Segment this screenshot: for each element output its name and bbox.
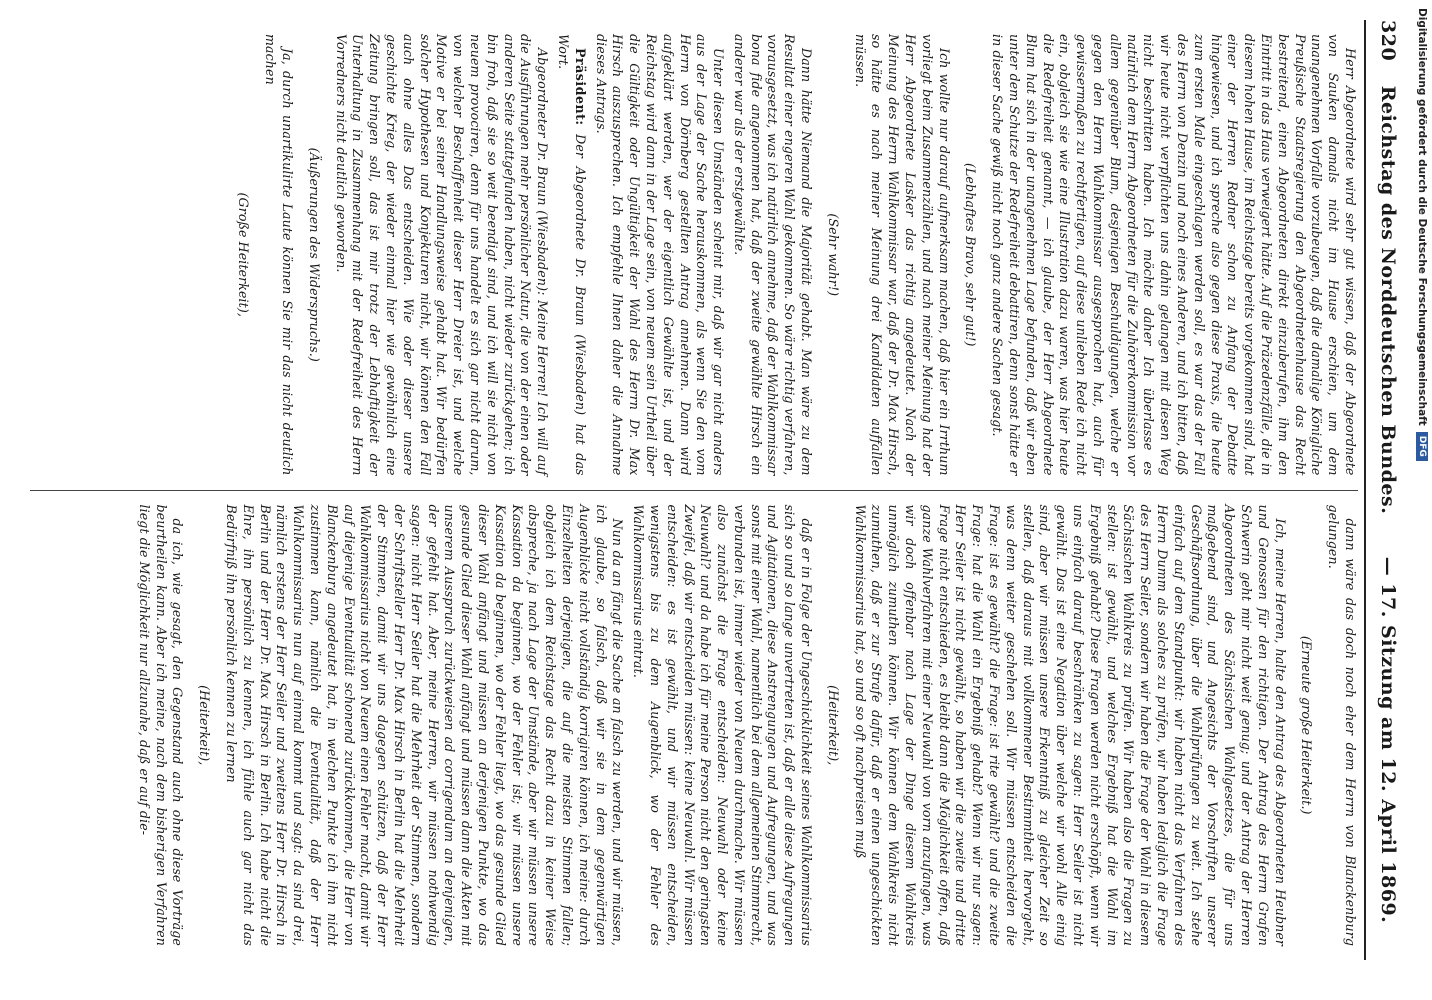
paragraph: da ich, wie gesagt, den Gegenstand auch ohne diese Vorträge beurtheilen kann. Aber ich meine, nach dem bisherigen Verfahren liegt die Möglichkeit nur allzunahe, daß er auf die-	[136, 504, 186, 946]
paragraph: Abgeordneter Dr. Braun (Wiesbaden): Meine Herren! Ich will auf die Ausführungen mehr persönlicher Natur, die von der einen oder anderen Seite stattgefunden haben, nicht wieder zurückgehen; ich bin froh, daß sie so weit beendigt sind, und ich will sie nicht von neuem provociren, denn für uns handelt es sich gar nicht darum, von welcher Beschaffenheit dieser Herr Dreier ist, und welche Motive er bei seiner Handlungsweise gehabt hat. Wir bedürfen solcher Hypothesen und Konjekturen nicht, wir können den Fall auch ohne alles Das entscheiden. Wie oder dieser unsere geschichte Krieg, der wieder einmal hier wie gewöhnlich eine Zeitung bringen soll, das ist mir trotz der Lebhaftigkeit der Unterhaltung in Zusammenhang mit der Redefreiheit des Herrn Vorredners nicht deutlich geworden.	[333, 34, 551, 476]
digitization-note-text: Digitalisierung gefördert durch die Deutsche Forschungsgemeinschaft	[1416, 8, 1428, 426]
paragraph: daß er in Folge der Ungeschicklichkeit seines Wahlkommissarius sich so und so lange unvertreten ist, daß er alle diese Aufregungen und Agitationen, diese Anstrengungen und Aufregungen, und was sonst mit einer Wahl, namentlich bei dem allgemeinen Stimmrecht, verbunden ist, immer wieder von Neuem durchmache. Wir müssen also zunächst die Frage entscheiden: Neuwahl oder keine Neuwahl? und da habe ich für meine Person nicht den geringsten Zweifel, daß wir entscheiden müssen: keine Neuwahl. Wir müssen entscheiden: es ist gewählt, und wir müssen entscheiden, wenigstens bis zu dem Augenblick, wo der Fehler des Wahlkommissarius eintrat.	[631, 504, 815, 946]
paragraph: Nun da an fängt die Sache an falsch zu werden, und wir müssen, ich glaube, so falsch, daß wir sie in dem gegenwärtigen Augenblicke nicht vollständig korrigiren können, ich meine: durch Einzelheiten derjenigen, die auf die meisten Stimmen fallen; obgleich ich dem Reichstage das Recht dazu in keiner Weise abspreche, ja nach Lage der Umstände, aber wir müssen unsere Kassation da beginnen, wo der Fehler ist; wir müssen unsere Kassation da beginnen, wo der Fehler liegt, wo das gesunde Glied dieser Wahl anfängt und müssen an derjenigen Punkte, wo das gesunde Glied dieser Wahl anfängt und müssen dann die Akten mit unserem Ausspruch zurückweisen ad corrigendum an denjenigen, der gefehlt hat. Aber, meine Herren, wir müssen nothwendig sagen: nicht Herr Seiler hat die Mehrheit der Stimmen, sondern der Schriftsteller Herr Dr. Max Hirsch in Berlin hat die Mehrheit der Stimmen, damit wir uns dagegen schützen, daß der Herr Wahlkommissarius nicht von Neuem einen Fehler macht, damit wir auf diejenige Eventualität schonend zurückkommen, die Herr von Blanckenburg angedeutet hat, in welchen Punkte ich ihm nicht zustimmen kann, nämlich die Eventualität, daß der Herr Wahlkommissarius nun auf einmal kommt und sagt: da sind drei, nämlich erstens der Herr Seiler und zweitens Herr Dr. Hirsch in Berlin und der Herr Dr. Max Hirsch in Berlin. Ich habe nicht die Ehre, ihn persönlich zu kennen, ich fühle auch gar nicht das Bedürfniß ihn persönlich kennen zu lernen	[224, 504, 626, 946]
stage-direction: (Sehr wahr!)	[825, 213, 841, 297]
paragraph: Unter diesen Umständen scheint mir, daß wir gar nicht anders aus der Lage der Sache herauskommen, als wenn Sie den vom Herrn von Dörnberg gestellten Antrag annehmen. Dann wird aufgeklärt werden, wer der eigentlich Gewählte ist, und der Reichstag wird dann in der Lage sein, von neuem sein Urtheil über die Gültigkeit oder Ungültigkeit der Wahl des Herrn Dr. Max Hirsch auszusprechen. Ich empfehle Ihnen daher die Annahme dieses Antrags.	[593, 34, 727, 476]
paragraph: Ja, durch unartikulirte Laute können Sie mir das nicht deutlich machen	[263, 34, 295, 476]
digitization-note	[1414, 8, 1430, 648]
text-column-left	[30, 20, 1358, 490]
page-header	[1364, 20, 1410, 960]
speaker-name: Präsident:	[572, 48, 588, 126]
text-columns	[30, 20, 1358, 960]
stage-direction: (Heiterkeit),	[197, 685, 213, 766]
stage-direction: (Heiterkeit),	[825, 685, 841, 766]
dfg-logo: DFG	[1416, 432, 1428, 461]
left-running-title: Reichstag des Norddeutschen Bundes.	[1377, 85, 1399, 515]
stage-direction: (Erneute große Heiterkeit.)	[1299, 635, 1315, 815]
rotated-page-content	[30, 20, 1410, 960]
paragraph: Ich wollte nur darauf aufmerksam machen, daß hier ein Irrthum vorliegt beim Zusammenzählen, und nach meiner Meinung hat der Herr Abgeordnete Lasker das richtig angedeutet. Nach der Meinung des Herrn Wahlkommissar war, daß der Dr. Max Hirsch, so hätte es nach meiner Meinung drei Kandidaten auffallen müssen.	[852, 34, 952, 476]
page-number: 320	[1377, 20, 1399, 62]
speaker-paragraph	[554, 34, 588, 476]
speaker-text: Der Abgeordnete Dr. Braun (Wiesbaden) hat das Wort.	[555, 34, 588, 476]
stage-direction: (Große Heiterkeit),	[236, 192, 252, 317]
right-running-title: — 17. Sitzung am 12. April 1869.	[1377, 556, 1399, 924]
paragraph: Dann hätte Niemand die Majorität gehabt. Man wäre zu dem Resultat einer engeren Wahl gekommen. So wäre richtig verfahren, vorausgesetzt, was ich natürlich annehme, daß der Wahlkommissar bona fide angenommen hat, daß der zweite gewählte Hirsch ein anderer war als der erstgewählte.	[731, 34, 815, 476]
stage-direction: (Äußerungen des Widerspruchs.)	[306, 147, 322, 362]
paragraph: Ich, meine Herren, halte den Antrag des Abgeordneten Heubner und Genossen für den richtigen. Der Antrag des Herrn Grafen Schwerin geht mir nicht weit genug; und der Antrag der Herren Abgeordneten des Sächsischen Wahlgesetzes, die für uns maßgebend sind, und Angesichts der Vorschriften unserer Geschäftsordnung, über die Wahlprüfungen zu weit. Ich stehe einfach auf dem Standpunkt: wir haben nicht das Verfahren des Herrn Dumm als solches zu prüfen, wir haben lediglich die Frage des Herrn Seiler, sondern wir haben die Frage der Wahl in diesem Sächsischen Wahlkreis zu prüfen. Wir haben also die Fragen zu stellen: ist gewählt, und welches Ergebniß hat die Wahl im Ergebniß gehabt? Diese Fragen werden nicht erschöpft, wenn wir uns einfach darauf beschränken zu sagen: Herr Seiler ist nicht gewählt. Das ist eine Negation über welche wir wohl Alle einig sind, aber wir müssen unsere Erkenntniß zu gleicher Zeit so stellen, daß daraus mit vollkommener Bestimmtheit hervorgeht, was denn weiter geschehen soll. Wir müssen entscheiden die Frage: ist es gewählt? die Frage: ist rite gewählt? und die zweite Frage: hat die Wahl ein Ergebniß gehabt? Wenn wir nur sagen: Herr Seiler ist nicht gewählt, so haben wir die zweite und dritte Frage nicht entschieden, es bleibt dann die Möglichkeit offen, daß ganze Wahlverfahren mit einer Neuwahl von vorn anzufangen, was wir doch offenbar nach Lage der Dinge diesem Wahlkreis unmöglich zumuthen können. Wir können dem Wahlkreis nicht zumuthen, daß er zur Strafe dafür, daß er einen ungeschickten Wahlkommissarius hat, so und so oft nachpreisen muß	[852, 504, 1288, 946]
stage-direction: (Lebhaftes Bravo, sehr gut!)	[963, 162, 979, 347]
paragraph: dann wäre das doch noch eher dem Herrn von Blanckenburg gelungen.	[1326, 504, 1358, 946]
paragraph: Herr Abgeordnete wird sehr gut wissen, daß der Abgeordnete von Sauken damals nicht im Hause erschien, um dem unangenehmen Vorfalle vorzubeugen, daß die damalige Königliche Preußische Staatsregierung den Abgeordnetenhause das Recht bestreitend, einen Abgeordneten direkt einzuberufen, ihm den Eintritt in das Haus verweigert hätte. Auf die Präzedenzfälle, die in diesem hohen Hause, im Reichstage bereits vorgekommen sind, hat einer der Herren Redner schon zu Anfang der Debatte hingewiesen, und ich spreche also gegen diese Praxis, die heute zum ersten Male eingeschlagen werden soll, es war das der Fall des Herrn von Denzin und noch eines Anderen, und ich bitten, daß wir heute nicht verpflichten uns dahin gelangen mit diesen Weg nicht beschritten haben. Ich möchte daher Ich überlasse es natürlich dem Herrn Abgeordneten für die Zuhörerkommission vor allem gegenüber Blum, desjenigen Beschuldigungen, welche er gegen den Herrn Wahlkommissar ausgesprochen hat, auch für gewissermaßen zu rechtfertigen, auf diese unlieben Rede ich nicht ein, obgleich sie wie eine Illustration dazu waren, was hier heute die Redefreiheit genannt, — ich glaube, der Herr Abgeordnete Blum hat sich in der unangenehmen Lage befunden, daß wir eben unter dem Schutze der Redefreiheit debattiren, denn sonst hätte er in dieser Sache gewiß nicht noch ganz andere Sachen gesagt.	[990, 34, 1358, 476]
text-column-right	[30, 490, 1358, 961]
